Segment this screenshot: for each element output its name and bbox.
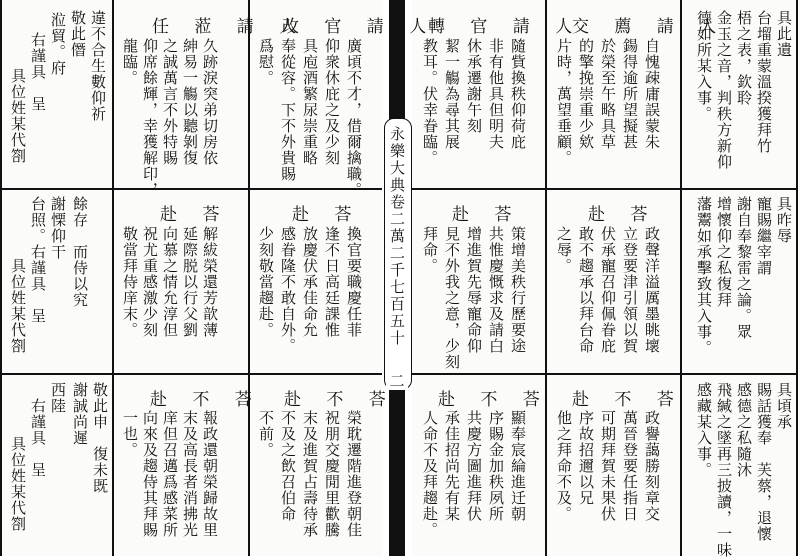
text-column: 顯奉宸綸進迁朝 [509, 410, 527, 522]
column-divider [680, 0, 682, 556]
text-column: 賜話獲奉 芙蔡，退懷 [755, 382, 773, 542]
text-column: 具昨辱 [775, 196, 793, 244]
text-column: 政聲洋溢厲墨眺壞 [643, 226, 661, 354]
text-column: 感眷隆不敢自外。 [279, 226, 297, 354]
text-column: 謝誠尚遲 [71, 382, 89, 446]
text-column: 祝朋交慶閒里歡騰 [323, 410, 341, 538]
text-column: 見不外我之意，少刻 [443, 226, 461, 370]
text-column: 序故招邇以兄 [577, 410, 595, 506]
band-divider [412, 373, 796, 375]
section-header: 轉 官 請 人 [428, 17, 583, 37]
text-column: 具位姓某代劄 [9, 436, 27, 532]
text-column: 敬此申 復未既 [91, 382, 109, 494]
section-header: 赴 荅 [452, 205, 522, 225]
text-column: 逢不日高廷課惟 [323, 226, 341, 338]
band-divider [412, 188, 796, 190]
text-column: 涖貿。府 [49, 12, 67, 76]
section-header: 赴 不 荅 [438, 390, 550, 410]
spine-page-number: 二 [386, 372, 408, 390]
text-column: 片時，萬望垂顧。 [555, 38, 573, 166]
text-column: 政譽藹勝刻章交 [643, 410, 661, 522]
text-column: 承佳招尚先有某 [443, 410, 461, 522]
text-column: 向慕之情允淳但 [161, 226, 179, 338]
text-column: 具位姓某代劄 [9, 68, 27, 164]
section-header: 赴 荅 [588, 205, 658, 225]
text-column: 龍臨。 [121, 38, 139, 86]
section-header: 任 蒞 請 人 [152, 17, 307, 37]
text-column: 敬此僭 [69, 10, 87, 58]
text-column: 寵賜繼宰謂 [755, 196, 773, 276]
text-column: 具頃承 [775, 382, 793, 430]
text-column: 隨貲換秩仰荷庇 [509, 38, 527, 150]
text-column: 共惟慶慨求及請白 [487, 226, 505, 354]
text-column: 自愧疎庸誤蒙朱 [643, 38, 661, 150]
text-column: 增懷仰之私復拜 [715, 196, 733, 308]
text-column: 策增美秩行歷要途 [509, 226, 527, 354]
text-column: 藩鬻如承擊致其入事。 [695, 196, 713, 356]
text-column: 庠但召邁爲感菜所 [161, 410, 179, 538]
column-divider [248, 0, 250, 556]
spine-title: 永樂大典卷二萬二千七百五十 [388, 126, 406, 347]
section-header: 交 薦 請 人 [572, 17, 727, 37]
column-divider [112, 0, 114, 556]
text-column: 非有他具但明夫 [487, 38, 505, 150]
text-column: 久跡淚突弟切房依 [201, 38, 219, 166]
text-column: 祝尤重感激少刻 [141, 226, 159, 338]
text-column: 絜一觴為尋其展 [443, 38, 461, 150]
text-column: 榮耽遷階進登朝佳 [345, 410, 363, 538]
text-column: 休承遷謝午刻 [465, 38, 483, 134]
text-column: 換官要職慶任菲 [345, 226, 363, 338]
text-column: 末及進賀占壽待承 [301, 410, 319, 538]
text-column: 感德之私隨沐 [735, 382, 753, 478]
text-column: 共慶方圖進拜伏 [465, 410, 483, 522]
text-column: 的擎挽崇重少欸 [577, 38, 595, 150]
text-column: 延際脱以行父劉 [181, 226, 199, 338]
text-column: 一也。 [121, 410, 139, 458]
text-column: 爲慰。 [257, 38, 275, 86]
text-column: 不及之飲召伯命 [279, 410, 297, 522]
text-column: 紳易一觴以聽剝復 [181, 38, 199, 166]
text-column: 拜命。 [421, 226, 439, 274]
text-column: 之辱。 [555, 226, 573, 274]
text-column: 報政還朝榮歸故里 [201, 410, 219, 538]
text-column: 不前。 [257, 410, 275, 458]
text-column: 立登要津引領以賀 [621, 226, 639, 354]
text-column: 西陸 [49, 382, 67, 414]
text-column: 奉從容。下不外貴賜 [279, 38, 297, 182]
text-column: 萬晉登要任指日 [621, 410, 639, 522]
text-column: 具庖酒繁尿崇重略 [301, 38, 319, 166]
text-column: 謝自奉黎雷之論。眾 [735, 196, 753, 340]
band-divider [0, 373, 382, 375]
column-divider [545, 0, 547, 556]
band-divider [0, 188, 382, 190]
text-column: 末及高長者消拂光 [181, 410, 199, 538]
text-column: 仰衆休庇之及少刻 [323, 38, 341, 166]
text-column: 敢不趨承以拜台命 [577, 226, 595, 354]
text-column: 可期拜賀未果伏 [599, 410, 617, 522]
text-column: 序賜金加秩夙所 [487, 410, 505, 522]
text-column: 少刻敬當趨赴。 [257, 226, 275, 338]
text-column: 人命不及拜趨赴。 [421, 410, 439, 538]
text-column: 之誠萬言不外特賜 [161, 38, 179, 166]
section-header: 赴 不 荅 [572, 390, 684, 410]
text-column: 於榮至午略具草 [599, 38, 617, 150]
text-column: 仰席餘輝，幸獲解印， [141, 38, 159, 198]
text-column: 台塯重蒙溫揆獲拜竹 [755, 10, 773, 154]
text-column: 具此遺 [775, 10, 793, 58]
text-column: 飛緘之墜再三披讀，一味 [715, 382, 733, 558]
text-column: 伏承寵召仰佩眷庇 [599, 226, 617, 354]
text-column: 餘存 而侍以究 [71, 196, 89, 308]
text-column: 感藏某入事。 [695, 382, 713, 478]
text-column: 梧之表，欽聆 [735, 10, 753, 106]
text-column: 具位姓某代劄 [9, 258, 27, 354]
section-header: 改 官 請 人 [282, 17, 437, 37]
text-column: 向來及趨侍其拜賜 [141, 410, 159, 538]
section-header: 赴 不 荅 [284, 390, 396, 410]
text-column: 他之拜命不及。 [555, 410, 573, 522]
text-column: 台照。右謹具 呈 [29, 196, 47, 324]
section-header: 赴 荅 [292, 205, 362, 225]
section-header: 赴 不 荅 [150, 390, 262, 410]
text-column: 右謹具 呈 [29, 32, 47, 112]
text-column: 敬當拜侍庠末。 [121, 226, 139, 338]
text-column: 放慶伏承佳命允 [301, 226, 319, 338]
text-column: 增進賀先辱寵命仰 [465, 226, 483, 354]
text-column: 解紱榮還芳歆薄 [201, 226, 219, 338]
text-column: 德如所某入事。 [695, 10, 713, 122]
text-column: 廣頃不才，借爾擒職。 [345, 38, 363, 198]
frame-rule [0, 0, 2, 556]
text-column: 金玉之音，判秩方新仰 [715, 10, 733, 170]
section-header: 赴 荅 [160, 205, 230, 225]
text-column: 右謹具 呈 [29, 398, 47, 478]
text-column: 鍚得逾所望擬甚 [621, 38, 639, 150]
text-column: 違不合生數仰祈 [89, 10, 107, 122]
text-column: 謝慄仰干 [49, 196, 67, 260]
frame-rule [796, 0, 798, 556]
text-column: 教耳。伏幸眷臨。 [421, 38, 439, 166]
